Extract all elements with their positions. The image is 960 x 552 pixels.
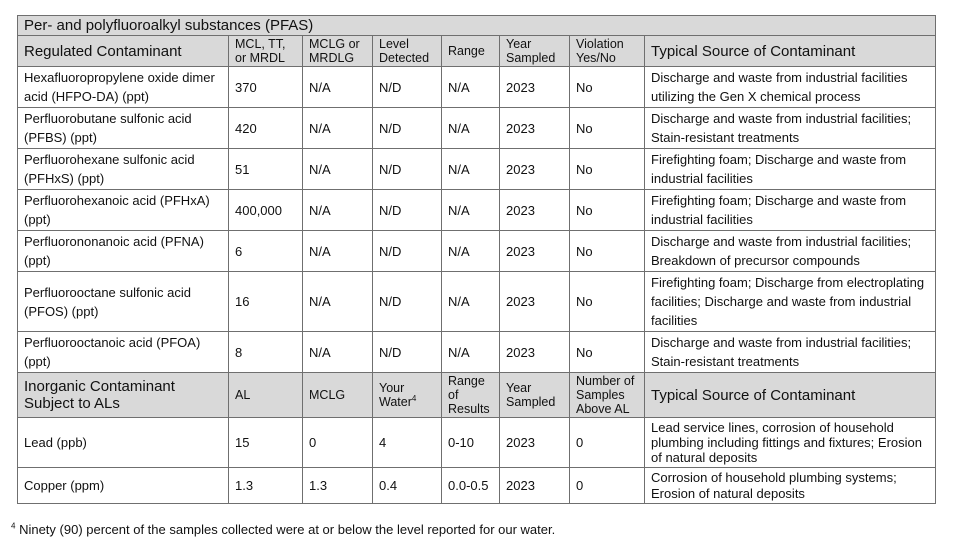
range-value: N/A <box>442 231 500 272</box>
year-sampled-value: 2023 <box>500 149 570 190</box>
violation-value: No <box>570 108 645 149</box>
range-value: N/A <box>442 108 500 149</box>
contaminant-name: Hexafluoropropylene oxide dimer acid (HFPO-DA) (ppt) <box>18 67 229 108</box>
year-sampled-value: 2023 <box>500 468 570 504</box>
your-water-value: 0.4 <box>373 468 442 504</box>
mcl-value: 370 <box>229 67 303 108</box>
your-water-value: 4 <box>373 418 442 468</box>
header-mclg: MCLG or MRDLG <box>303 36 373 67</box>
contaminant-name: Perfluorononanoic acid (PFNA) (ppt) <box>18 231 229 272</box>
mcl-value: 51 <box>229 149 303 190</box>
year-sampled-value: 2023 <box>500 418 570 468</box>
year-sampled-value: 2023 <box>500 272 570 332</box>
al-value: 15 <box>229 418 303 468</box>
table-row <box>18 272 936 332</box>
level-detected-value: N/D <box>373 231 442 272</box>
table-row <box>18 149 936 190</box>
header-your-water-label: Your Water <box>379 381 412 409</box>
header-year-sampled: Year Sampled <box>500 373 570 418</box>
header-al: AL <box>229 373 303 418</box>
mclg-value: 1.3 <box>303 468 373 504</box>
table-row <box>18 468 936 504</box>
violation-value: No <box>570 272 645 332</box>
typical-source-value: Firefighting foam; Discharge and waste from industrial facilities <box>645 149 936 190</box>
level-detected-value: N/D <box>373 190 442 231</box>
violation-value: No <box>570 332 645 373</box>
mclg-value: N/A <box>303 231 373 272</box>
header-mcl: MCL, TT, or MRDL <box>229 36 303 67</box>
range-value: N/A <box>442 149 500 190</box>
header-mclg: MCLG <box>303 373 373 418</box>
contaminant-name: Copper (ppm) <box>18 468 229 504</box>
footnote <box>11 522 555 537</box>
typical-source-value: Discharge and waste from industrial facilities; Stain-resistant treatments <box>645 332 936 373</box>
mcl-value: 420 <box>229 108 303 149</box>
header-violation: Violation Yes/No <box>570 36 645 67</box>
typical-source-value: Discharge and waste from industrial facilities; Breakdown of precursor compounds <box>645 231 936 272</box>
pfas-header-row <box>18 36 936 67</box>
typical-source-value: Lead service lines, corrosion of household plumbing including fittings and fixtures; Erosion of natural deposits <box>645 418 936 468</box>
footnote-number: 4 <box>11 521 16 531</box>
table-row <box>18 418 936 468</box>
range-value: N/A <box>442 272 500 332</box>
contaminant-name: Perfluorooctane sulfonic acid (PFOS) (ppt) <box>18 272 229 332</box>
footnote-marker: 4 <box>411 393 417 403</box>
level-detected-value: N/D <box>373 108 442 149</box>
range-value: N/A <box>442 332 500 373</box>
contaminant-name: Lead (ppb) <box>18 418 229 468</box>
table-row <box>18 332 936 373</box>
contaminant-name: Perfluorohexanoic acid (PFHxA) (ppt) <box>18 190 229 231</box>
header-level-detected: Level Detected <box>373 36 442 67</box>
table-title: Per- and polyfluoroalkyl substances (PFAS) <box>18 16 936 36</box>
typical-source-value: Firefighting foam; Discharge from electroplating facilities; Discharge and waste from industrial facilities <box>645 272 936 332</box>
inorganic-header-row <box>18 373 936 418</box>
pfas-table <box>17 15 936 504</box>
mcl-value: 400,000 <box>229 190 303 231</box>
al-value: 1.3 <box>229 468 303 504</box>
mclg-value: N/A <box>303 332 373 373</box>
header-samples-above-al: Number of Samples Above AL <box>570 373 645 418</box>
level-detected-value: N/D <box>373 272 442 332</box>
contaminant-name: Perfluorohexane sulfonic acid (PFHxS) (ppt) <box>18 149 229 190</box>
header-your-water <box>373 373 442 418</box>
violation-value: No <box>570 190 645 231</box>
typical-source-value: Corrosion of household plumbing systems; Erosion of natural deposits <box>645 468 936 504</box>
header-range: Range <box>442 36 500 67</box>
level-detected-value: N/D <box>373 149 442 190</box>
footnote-text: Ninety (90) percent of the samples collected were at or below the level reported for our water. <box>15 522 556 537</box>
samples-above-al-value: 0 <box>570 468 645 504</box>
year-sampled-value: 2023 <box>500 190 570 231</box>
mclg-value: N/A <box>303 190 373 231</box>
header-typical-source: Typical Source of Contaminant <box>645 373 936 418</box>
table-row <box>18 67 936 108</box>
mclg-value: N/A <box>303 149 373 190</box>
year-sampled-value: 2023 <box>500 231 570 272</box>
contaminant-name: Perfluorooctanoic acid (PFOA) (ppt) <box>18 332 229 373</box>
range-value: 0-10 <box>442 418 500 468</box>
typical-source-value: Discharge and waste from industrial facilities utilizing the Gen X chemical process <box>645 67 936 108</box>
year-sampled-value: 2023 <box>500 108 570 149</box>
table-row <box>18 190 936 231</box>
mclg-value: N/A <box>303 108 373 149</box>
samples-above-al-value: 0 <box>570 418 645 468</box>
level-detected-value: N/D <box>373 332 442 373</box>
typical-source-value: Firefighting foam; Discharge and waste from industrial facilities <box>645 190 936 231</box>
header-typical-source: Typical Source of Contaminant <box>645 36 936 67</box>
range-value: 0.0-0.5 <box>442 468 500 504</box>
year-sampled-value: 2023 <box>500 332 570 373</box>
contaminant-name: Perfluorobutane sulfonic acid (PFBS) (ppt) <box>18 108 229 149</box>
header-inorganic-contaminant: Inorganic Contaminant Subject to ALs <box>18 373 229 418</box>
range-value: N/A <box>442 67 500 108</box>
header-regulated-contaminant: Regulated Contaminant <box>18 36 229 67</box>
range-value: N/A <box>442 190 500 231</box>
violation-value: No <box>570 231 645 272</box>
mcl-value: 8 <box>229 332 303 373</box>
level-detected-value: N/D <box>373 67 442 108</box>
typical-source-value: Discharge and waste from industrial facilities; Stain-resistant treatments <box>645 108 936 149</box>
violation-value: No <box>570 149 645 190</box>
year-sampled-value: 2023 <box>500 67 570 108</box>
mclg-value: N/A <box>303 272 373 332</box>
header-range-of-results: Range of Results <box>442 373 500 418</box>
mclg-value: 0 <box>303 418 373 468</box>
violation-value: No <box>570 67 645 108</box>
table-row <box>18 108 936 149</box>
header-year-sampled: Year Sampled <box>500 36 570 67</box>
table-title-row <box>18 16 936 36</box>
mclg-value: N/A <box>303 67 373 108</box>
mcl-value: 6 <box>229 231 303 272</box>
mcl-value: 16 <box>229 272 303 332</box>
table-row <box>18 231 936 272</box>
